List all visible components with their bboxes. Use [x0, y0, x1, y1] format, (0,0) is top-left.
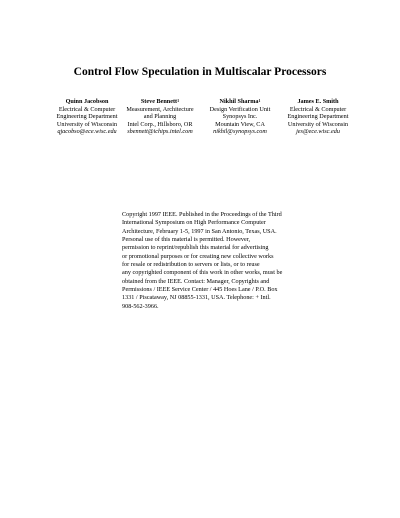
author-affiliation-line: Mountain View, CA [215, 120, 265, 128]
author-affiliation-line: Synopsys Inc. [222, 113, 258, 121]
paper-title: Control Flow Speculation in Multiscalar Processors [73, 66, 327, 78]
author-affiliation-line: Engineering Department [287, 113, 349, 121]
copyright-line: Copyright 1997 IEEE. Published in the Proceedings of the Third [122, 211, 282, 218]
author-affiliation-line: Measurement, Architecture [126, 105, 194, 113]
author-email: jes@ece.wisc.edu [296, 128, 340, 136]
copyright-line: 1331 / Piscataway, NJ 08855-1331, USA. Telephone: + Intl. [122, 294, 271, 302]
author-email: nikhil@synopsys.com [213, 128, 267, 136]
author-email: sbennett@ichips.intel.com [127, 128, 193, 136]
author-affiliation-line: Electrical & Computer [58, 105, 116, 113]
copyright-line: permission to reprint/republish this material for advertising [122, 244, 269, 252]
author-name: Quinn Jacobson [65, 98, 109, 105]
author-affiliation-line: Electrical & Computer [289, 105, 347, 113]
author-block [268, 98, 368, 136]
copyright-line: obtained from the IEEE. Contact: Manager, Copyrights and [122, 277, 270, 285]
copyright-line: Architecture, February 1-5, 1997 in San Antonio, Texas, USA. [122, 227, 277, 235]
author-affiliation-line: Design Verification Unit [209, 105, 271, 113]
author-affiliation-line: Intel Corp., Hillsboro, OR [127, 120, 193, 128]
copyright-line: International Symposium on High Performance Computer [122, 219, 266, 227]
author-name: Steve Bennett$^1$ [140, 98, 180, 105]
copyright-line: or promotional purposes or for creating new collective works [122, 252, 274, 260]
copyright-notice [122, 211, 282, 311]
author-list [0, 98, 400, 158]
author-email: qjacobso@ece.wisc.edu [57, 128, 117, 136]
author-footnote-mark: 1 [258, 98, 261, 103]
copyright-line: Personal use of this material is permitted. However, [122, 236, 251, 244]
author-affiliation-line: University of Wisconsin [56, 120, 118, 128]
author-affiliation-line: and Planning [143, 113, 177, 121]
copyright-line: any copyrighted component of this work in other works, must be [122, 269, 283, 277]
copyright-line: for resale or redistribution to servers or lists, or to reuse [122, 261, 260, 269]
author-affiliation-line: University of Wisconsin [287, 120, 349, 128]
author-footnote-mark: 1 [177, 98, 180, 103]
copyright-line: 908-562-3966. [122, 302, 159, 310]
author-name: James E. Smith [297, 98, 339, 105]
author-name: Nikhil Sharma$^1$ [219, 98, 261, 105]
copyright-line: Permissions / IEEE Service Center / 445 Hoes Lane / P.O. Box [122, 286, 278, 294]
author-affiliation-line: Engineering Department [56, 113, 118, 121]
